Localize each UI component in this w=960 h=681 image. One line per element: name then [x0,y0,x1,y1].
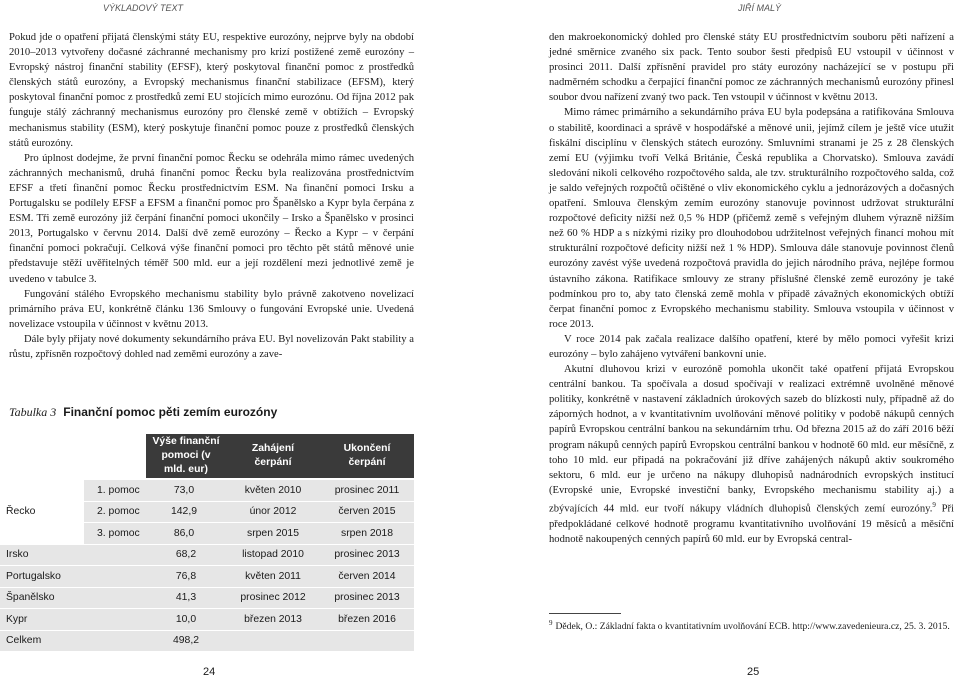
row-start: prosinec 2012 [226,587,320,609]
row-amount: 41,3 [146,587,226,609]
row-start: listopad 2010 [226,544,320,566]
row-end: červen 2015 [320,501,414,523]
row-end: prosinec 2013 [320,587,414,609]
row-amount: 86,0 [146,523,226,545]
row-end: prosinec 2011 [320,479,414,501]
footnote-text: Dědek, O.: Základní fakta o kvantitativním uvolňování ECB. http://www.zavedenieura.cz, 25. 3. 2015. [555,621,950,633]
row-sub: 3. pomoc [84,523,146,545]
paragraph: Dále byly přijaty nové dokumenty sekundárního práva EU. Byl novelizován Pakt stability a růstu, zpřísněn rozpočtový dohled nad zeměmi eurozóny a zave- [9,333,414,360]
row-amount: 498,2 [146,630,226,652]
row-end: srpen 2018 [320,523,414,545]
table-title: Finanční pomoc pěti zemím eurozóny [63,405,278,419]
page-number-left: 24 [203,666,216,678]
row-country: Řecko [0,479,84,544]
paragraph: Mimo rámec primárního a sekundárního práva EU byla podepsána a ratifikována Smlouva o stabilitě, koordinaci a správě v hospodářské a měnové unii, jejímž cílem je ještě více utužit fiskální disciplínu v členských státech eurozóny. Smluvními stranami je 25 z 28 členských zemí EU (výjimku tvoří Velká Británie, Česká republika a Chorvatsko). Smlouva zavádí sledování nikoli celkového rozpočtového salda, ale tzv. strukturálního rozpočtového salda, což je saldo veřejných rozpočtů očištěné o vliv ekonomického cyklu a jednorázových a dočasných opatření. Smlouva členským zemím eurozóny stanovuje povinnost udržovat strukturální rozpočtové deficity nižší než 0,5 % HDP (přičemž země s veřejným dluhem výrazně nižším než 60 % HDP a s nízkými riziky pro dlouhodobou udržitelnost veřejných financí mohou mít strukturální rozpočtové deficity nižší než 1 % HDP). Smlouva dále stanovuje povinnost členů eurozóny zavést výše uvedená rozpočtová pravidla do jejich národního práva, nejlépe formou ústavního zákona. Ratifikace smlouvy ze strany příslušné členské země eurozóny je také podmínkou pro to, aby tato členská země mohla v případě závažných ekonomických obtíží čerpat finanční pomoc z Evropského mechanismu stability. Smlouva vstoupila v účinnost v roce 2013. [549,107,954,330]
footnote-divider [549,613,621,614]
paragraph: Pro úplnost dodejme, že první finanční pomoc Řecku se odehrála mimo rámec uvedených záchranných mechanismů, druhá finanční pomoc Řecku byla realizována prostřednictvím EFSF a třetí finanční pomoc Řecku prostřednictvím ESM. Na finanční pomoci Irsku a Portugalsku se podílely EFSF a EFSM a finanční pomoc pro Španělsko a Kypr byla čerpána z ESM. Tři země eurozóny již čerpání finanční pomoci ukončily – Irsko a Španělsko v prosinci 2013, Portugalsko v červnu 2014. Další dvě země eurozóny – Řecko a Kypr – v čerpání finanční pomoci pokračují. Celková výše finanční pomoci pro těchto pět států měnové unie představuje stěží uvěřitelných téměř 500 mld. eur a její rozdělení mezi jednotlivé země je uvedeno v tabulce 3. [9,152,414,285]
row-amount: 76,8 [146,566,226,588]
table-row [0,609,414,631]
footnote-ref: 9 [932,500,936,509]
right-column [549,30,954,547]
row-amount: 73,0 [146,479,226,501]
table-row [0,566,414,588]
table-label: Tabulka 3 [9,405,57,419]
paragraph-text: Akutní dluhovou krizi v eurozóně pomohla ukončit také opatření přijatá Evropskou centrální bankou. Ta spočívala a dosud spočívají v realizaci extrémně uvolněné měnové politiky, konkrétně v nastavení základních úrokových sazeb do blízkosti nuly, případně až do záporných hodnot, a v kvantitativním uvolňování měnové politiky v podobě nákupů cenných papírů Evropskou centrální bankou na sekundárním trhu. Od března 2015 až do září 2016 běží program nákupů cenných papírů Evropskou centrální bankou v hodnotě 60 mld. eur měsíčně, z toho 10 mld. eur připadá na pokračování již dříve zahájených nákupů aktiv soukromého sektoru, 6 mld. eur je určeno na nákupy dluhopisů nadnárodních evropských institucí (Evropské unie, Evropské investiční banky, Evropského mechanismu stability aj.) a zbývajících 44 mld. eur tvoří nákupy vládních dluhopisů členských zemí eurozóny. [549,364,954,515]
table-row [0,544,414,566]
row-amount: 68,2 [146,544,226,566]
row-country: Irsko [0,544,146,566]
row-end [320,630,414,652]
table-row [0,587,414,609]
header-end: Ukončení čerpání [320,434,414,479]
row-start [226,630,320,652]
row-sub: 1. pomoc [84,479,146,501]
paragraph [549,362,954,547]
paragraph-tail: Při předpokládané celkové hodnotě programu kvantitativního uvolňování 19 měsíců a měsíční hodnotě nakoupených cenných papírů 60 mld. eur by Evropská central- [549,503,954,545]
table-header-empty [0,434,146,479]
paragraph: Pokud jde o opatření přijatá členskými státy EU, respektive eurozóny, nejprve byly na období 2010–2013 vytvořeny dočasné záchranné mechanismy pro krizí postižené země eurozóny – Evropský nástroj finanční stability (EFSF), který poskytoval finanční pomoc z prostředků členských států eurozóny, a Evropský mechanismus finanční stabilizace (EFSM), který poskytoval finanční pomoc z prostředků zemí EU stojících mimo eurozónu. Od října 2012 pak funguje stálý záchranný mechanismus eurozóny pro členské země v obtížích – Evropský mechanismus stability (ESM), který poskytuje finanční pomoc pouze z prostředků členských států eurozóny. [9,32,414,149]
paragraph: V roce 2014 pak začala realizace dalšího opatření, které by mělo pomoci vyřešit krizi eurozóny – bylo zahájeno vytváření bankovní unie. [549,333,954,360]
table-caption [9,405,277,420]
row-start: květen 2010 [226,479,320,501]
row-amount: 10,0 [146,609,226,631]
row-start: srpen 2015 [226,523,320,545]
header-start: Zahájení čerpání [226,434,320,479]
row-country: Španělsko [0,587,146,609]
table-total-row [0,630,414,652]
paragraph: den makroekonomický dohled pro členské státy EU prostřednictvím souboru pěti nařízení a jedné směrnice zvaného six pack. Tento soubor šesti předpisů EU vstoupil v účinnost v prosinci 2011. Další zpřísnění pravidel pro státy eurozóny nacházející se v postupu při nadměrném schodku a čerpající finanční pomoc ze záchranných mechanismů eurozóny přinesl soubor dvou nařízení zvaný two pack. Ten vstoupil v účinnost v květnu 2013. [549,32,954,104]
row-amount: 142,9 [146,501,226,523]
table-row [0,479,414,501]
running-header-right: JIŘÍ MALÝ [738,3,782,13]
running-header-left: VÝKLADOVÝ TEXT [103,3,184,13]
left-column [9,30,414,362]
row-country: Celkem [0,630,146,652]
row-start: květen 2011 [226,566,320,588]
row-start: březen 2013 [226,609,320,631]
footnote [549,617,954,634]
row-start: únor 2012 [226,501,320,523]
aid-table [0,434,414,652]
row-sub: 2. pomoc [84,501,146,523]
header-amount: Výše finanční pomoci (v mld. eur) [146,434,226,479]
paragraph: Fungování stálého Evropského mechanismu stability bylo právně zakotveno novelizací primárního práva EU, konkrétně článku 136 Smlouvy o fungování Evropské unie. Uvedená novelizace vstoupila v účinnost v květnu 2013. [9,288,414,330]
row-end: prosinec 2013 [320,544,414,566]
table-header-row [0,434,414,479]
footnote-number: 9 [549,619,553,627]
row-country: Portugalsko [0,566,146,588]
row-end: červen 2014 [320,566,414,588]
row-country: Kypr [0,609,146,631]
row-end: březen 2016 [320,609,414,631]
page-number-right: 25 [747,666,760,678]
